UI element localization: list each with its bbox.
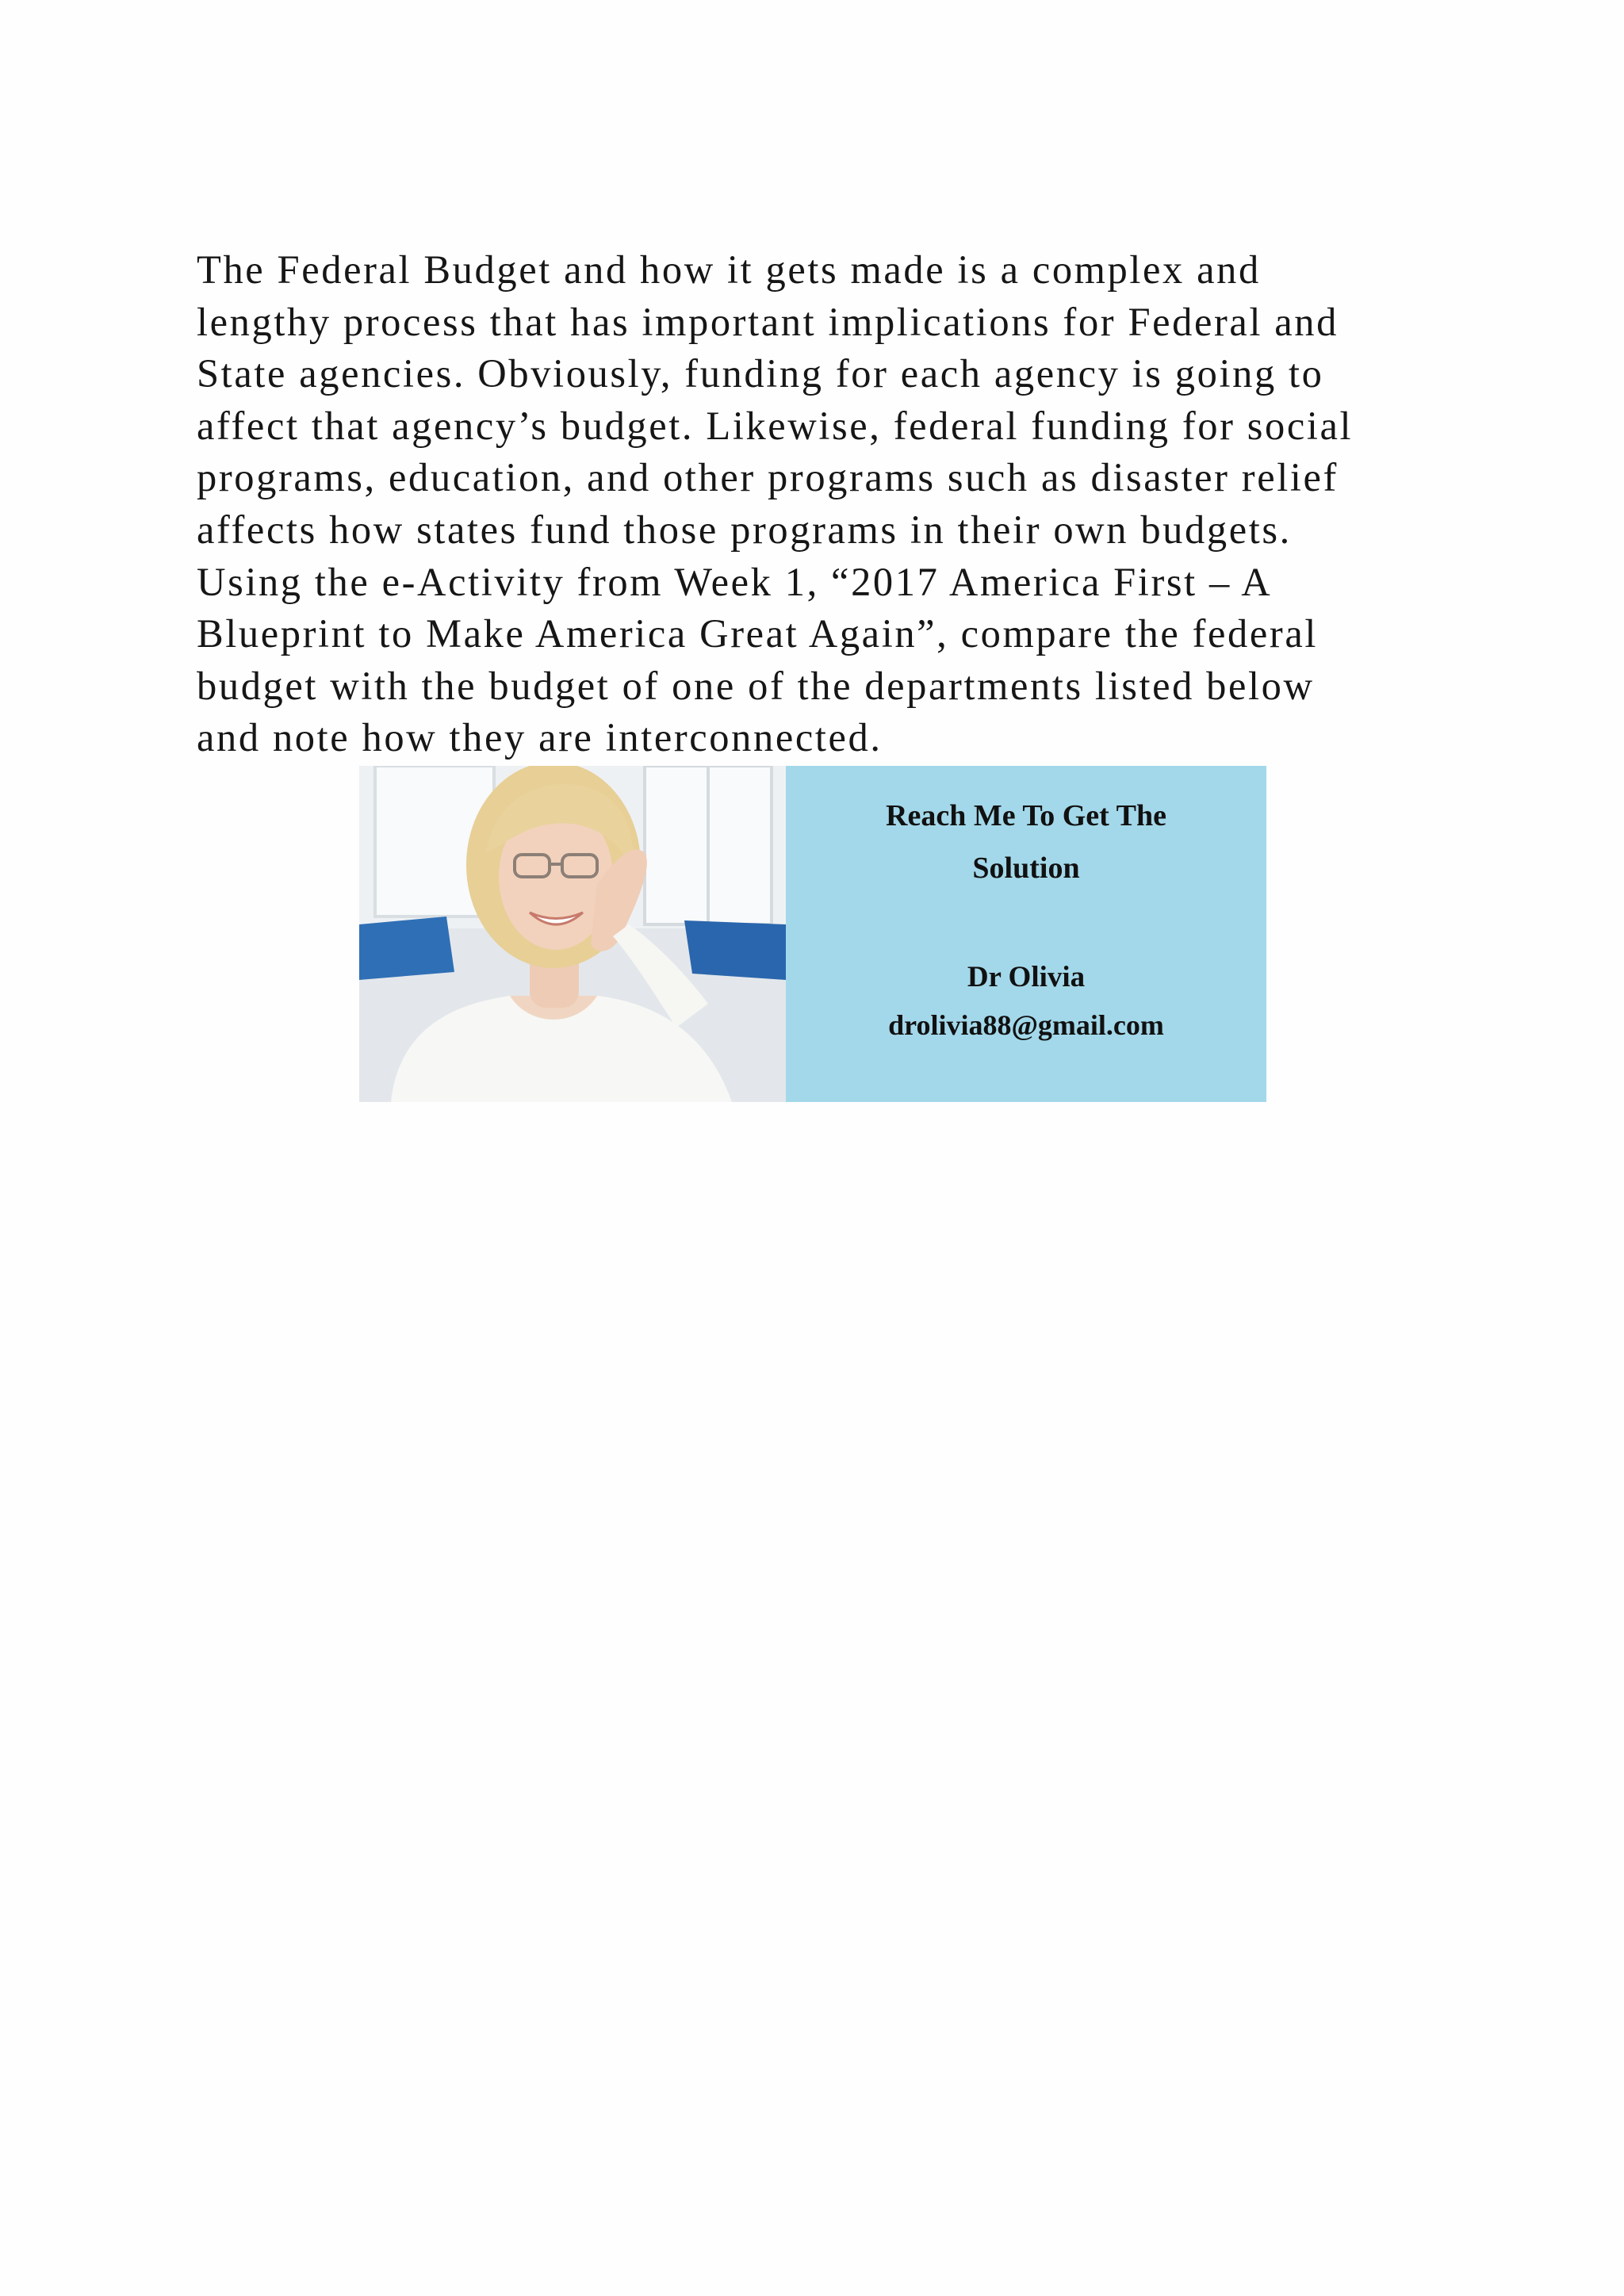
- contact-headline: Reach Me To Get The Solution: [886, 799, 1166, 885]
- contact-banner: [359, 766, 1266, 1102]
- body-paragraph: The Federal Budget and how it gets made is a complex and lengthy process that has important implications for Federal and State agencies. Obviously, funding for each agency is going to affect that agency’s budget. Likewise, federal funding for social programs, education, and other programs such as disaster relief affects how states fund those programs in their own budgets. Using the e-Activity from Week 1, “2017 America First – A Blueprint to Make America Great Again”, compare the federal budget with the budget of one of the departments listed below and note how they are interconnected.: [197, 247, 1354, 760]
- contact-name: Dr Olivia: [967, 961, 1086, 993]
- contact-email: drolivia88@gmail.com: [888, 1009, 1164, 1041]
- contact-panel: [786, 766, 1266, 1102]
- smiling-woman-photo: [359, 766, 786, 1102]
